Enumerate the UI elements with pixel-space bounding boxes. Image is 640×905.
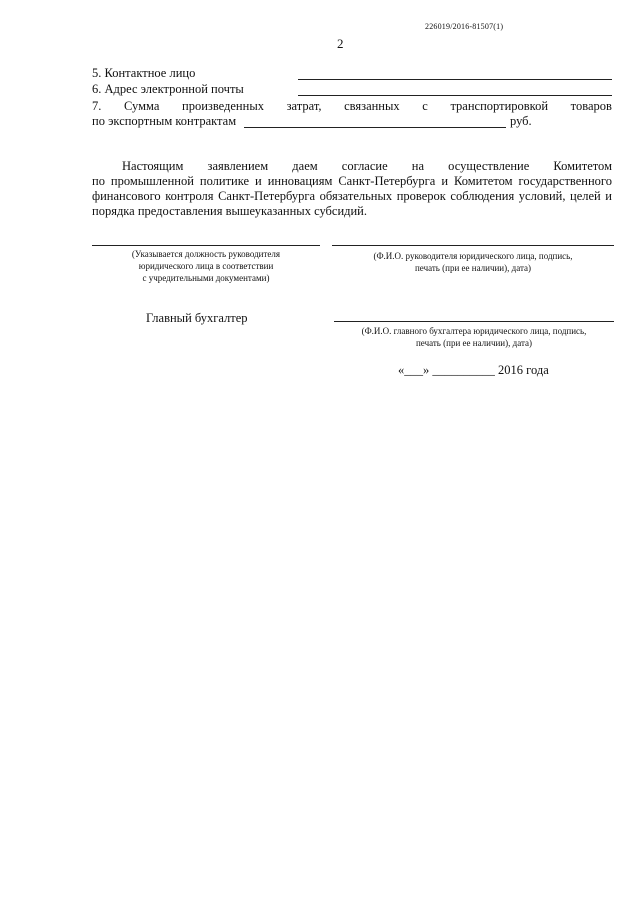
costs-word: транспортировкой (450, 99, 549, 113)
consent-word: даем (292, 159, 318, 173)
consent-paragraph: по промышленной политике и инновациям Санкт-Петербурга и Комитетом государственного финансового контроля Санкт-Петербурга обязательных проверок соблюдения условий, целей и порядка предоставления вышеуказанных субсидий. (92, 174, 612, 218)
consent-first-line (92, 159, 612, 174)
costs-word: произведенных (182, 99, 264, 113)
head-name-caption: (Ф.И.О. руководителя юридического лица, подпись, печать (при ее наличии), дата) (373, 251, 573, 273)
consent-word: осуществление (448, 159, 530, 173)
costs-label-line2: по экспортным контрактам (92, 114, 237, 128)
costs-word: Сумма (123, 99, 160, 113)
consent-word: заявлением (207, 159, 269, 173)
email-address-label: 6. Адрес электронной почты (92, 82, 244, 96)
consent-word: согласие (341, 159, 388, 173)
accountant-caption: (Ф.И.О. главного бухгалтера юридического лица, подпись, печать (при ее наличии), дата) (361, 326, 587, 348)
costs-amount-line (244, 127, 506, 128)
costs-word: связанных (344, 99, 400, 113)
accountant-line (334, 321, 614, 322)
head-position-caption: (Указывается должность руководителя юридического лица в соответствии с учредительными документами) (131, 249, 281, 283)
head-position-line (92, 245, 320, 246)
consent-word: Настоящим (122, 159, 184, 173)
chief-accountant-label: Главный бухгалтер (146, 311, 248, 325)
costs-label-line1 (92, 99, 612, 114)
head-name-line (332, 245, 614, 246)
currency-label: руб. (510, 114, 532, 128)
costs-word: 7. (92, 99, 102, 113)
date-line: «___» __________ 2016 года (398, 363, 549, 377)
contact-person-line (298, 79, 612, 80)
costs-word: товаров (570, 99, 612, 113)
page-number: 2 (337, 36, 344, 51)
contact-person-label: 5. Контактное лицо (92, 66, 196, 80)
email-address-line (298, 95, 612, 96)
consent-word: на (411, 159, 425, 173)
costs-word: с (422, 99, 428, 113)
costs-word: затрат, (286, 99, 322, 113)
consent-word: Комитетом (553, 159, 612, 173)
document-number: 226019/2016-81507(1) (425, 22, 504, 31)
